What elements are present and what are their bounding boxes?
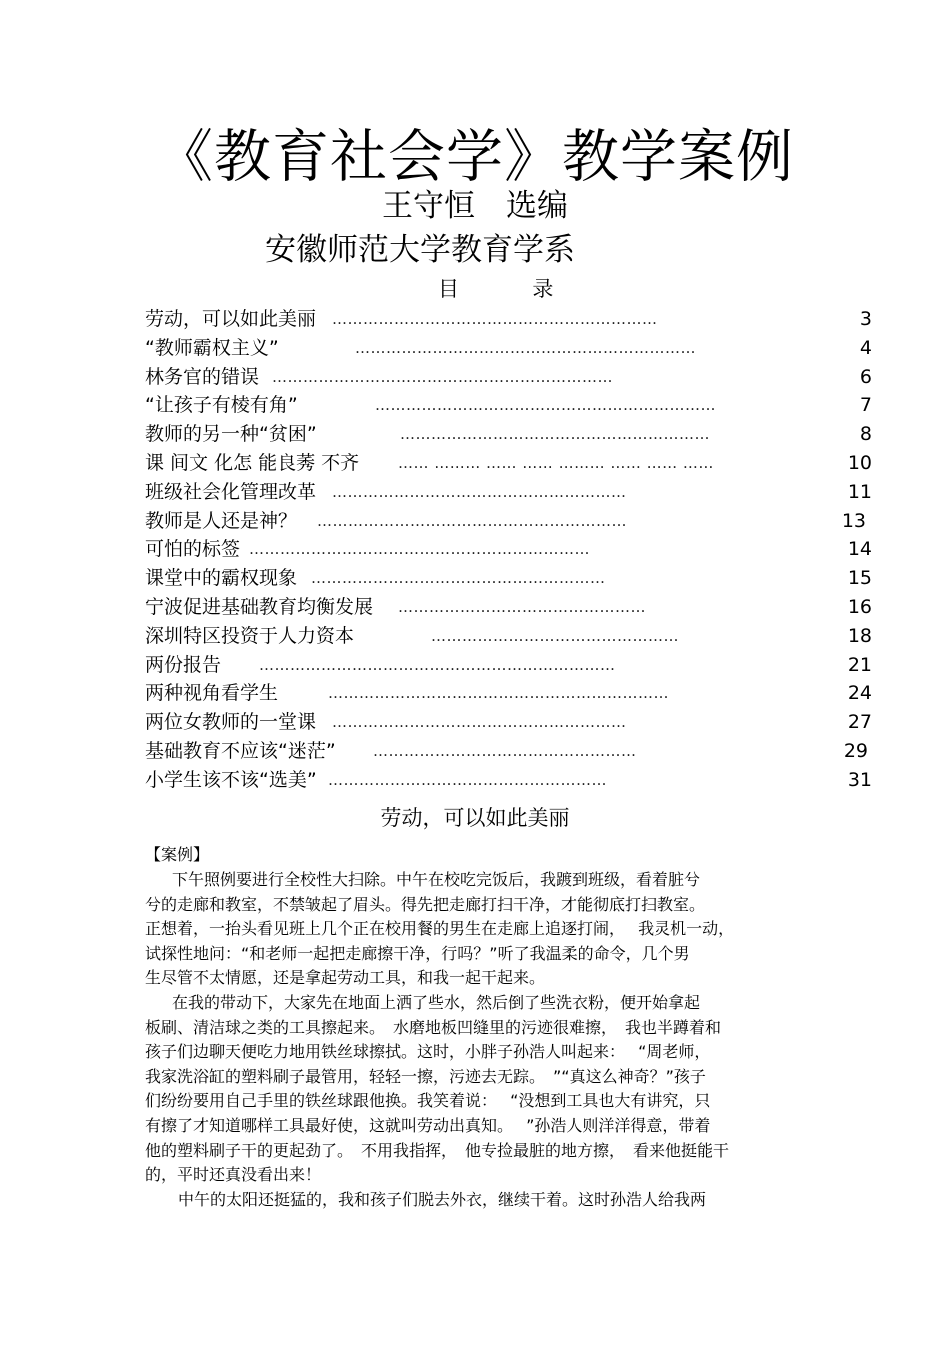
toc-entry-page: 13 [841,509,866,532]
case-label: 【案例】 [145,845,210,864]
body-text-line: 孩子们边聊天便吃力地用铁丝球擦拭。这时，小胖子孙浩人叫起来： “周老师， [145,1042,711,1062]
toc-entry[interactable] [0,449,950,477]
toc-entry-page: 14 [847,538,872,561]
body-text-line: 正想着，一抬头看见班上几个正在校用餐的男生在走廊上追逐打闹， 我灵机一动， [145,919,735,939]
toc-entry-title: “让孩子有棱有角” [145,394,298,417]
toc-entry[interactable] [0,535,950,563]
toc-entry-page: 10 [847,452,872,474]
toc-entry-page: 18 [847,624,872,647]
toc-entry-leader: ………………………………………… [398,598,646,616]
toc-heading-right: 录 [532,277,554,301]
toc-entry-title: 两份报告 [145,653,222,676]
toc-entry-leader: ………………………………………………… [311,569,606,588]
toc-entry-title: 可怕的标签 [145,538,241,561]
toc-entry-title: 教师是人还是神？ [145,509,298,532]
document-affiliation: 安徽师范大学教育学系 [265,232,575,268]
toc-entry-title: 小学生该不该“选美” [145,768,317,791]
toc-entry-title: 基础教育不应该“迷茫” [145,740,336,762]
toc-entry[interactable] [0,679,950,707]
toc-entry[interactable] [0,622,950,650]
toc-entry-title: 劳动，可以如此美丽 [145,308,317,330]
body-text-line: 有擦了才知道哪样工具最好使，这就叫劳动出真知。 ”孙浩人则洋洋得意，带着 [145,1116,711,1135]
toc-entry-title: 课 间文 化怎 能良莠 不齐 [145,452,360,474]
toc-entry-leader: ………………………………………… [431,626,679,645]
toc-entry[interactable] [0,507,950,535]
toc-entry-page: 7 [859,394,872,417]
toc-entry-page: 8 [859,423,872,446]
toc-entry-leader: ……………………………………………………… [332,310,658,328]
toc-entry-title: 两位女教师的一堂课 [145,711,317,734]
toc-entry-page: 27 [847,711,872,734]
toc-entry-leader: ………………………………………………………… [355,338,696,357]
body-text-line: 下午照例要进行全校性大扫除。中午在校吃完饭后，我踱到班级，看着脏兮 [172,870,701,889]
section-title: 劳动，可以如此美丽 [380,806,570,830]
toc-entry[interactable] [0,420,950,448]
toc-entry[interactable] [0,708,950,736]
toc-entry-page: 4 [859,336,872,359]
toc-entry-leader: …………………………………………………… [317,511,627,530]
toc-entry-leader: ……………………………………………… [328,770,607,789]
toc-entry[interactable] [0,305,950,333]
toc-entry-title: 课堂中的霸权现象 [145,567,298,590]
toc-entry-leader: ………………………………………………… [332,713,627,732]
toc-entry-leader: ………………………………………………………… [328,684,669,703]
toc-entry-title: 深圳特区投资于人力资本 [145,624,355,647]
toc-entry-title: 班级社会化管理改革 [145,480,317,503]
toc-entry[interactable] [0,737,950,765]
toc-heading [438,275,553,303]
toc-entry-title: 林务官的错误 [145,365,260,388]
toc-entry-title: 教师的另一种“贫困” [145,423,317,446]
body-text-line: 们纷纷要用自己手里的铁丝球跟他换。我笑着说： “没想到工具也大有讲究，只 [145,1091,711,1111]
toc-entry-page: 11 [847,480,872,503]
toc-entry-leader: ………………………………………………………… [249,540,590,559]
toc-entry-leader: …………………………………………………… [400,425,710,444]
toc-entry-page: 29 [843,740,868,762]
toc-entry[interactable] [0,651,950,679]
toc-entry[interactable] [0,334,950,362]
body-text-line: 他的塑料刷子干的更起劲了。 不用我指挥， 他专捡最脏的地方擦， 看来他挺能干 [145,1140,730,1160]
toc-entry[interactable] [0,564,950,592]
toc-entry[interactable] [0,391,950,419]
toc-entry-page: 16 [847,596,872,618]
body-text-line: 试探性地问：“和老师一起把走廊擦干净，行吗？”听了我温柔的命令，几个男 [145,943,690,963]
toc-entry[interactable] [0,363,950,391]
document-title: 《教育社会学》教学案例 [156,124,794,190]
toc-entry-title: 两种视角看学生 [145,682,279,705]
toc-entry-leader: …… ……… …… …… ……… …… …… …… [398,454,714,472]
body-text-line: 在我的带动下，大家先在地面上洒了些水，然后倒了些洗衣粉，便开始拿起 [172,993,701,1012]
toc-entry-leader: ………………………………………………………… [272,367,613,386]
body-text-line: 兮的走廊和教室，不禁皱起了眉头。得先把走廊打扫干净，才能彻底打扫教室。 [145,894,706,914]
body-text-line: 的，平时还真没看出来！ [145,1165,322,1185]
toc-heading-left: 目 [438,277,459,301]
toc-entry-leader: …………………………………………… [373,742,637,760]
body-text-line: 中午的太阳还挺猛的，我和孩子们脱去外衣，继续干着。这时孙浩人给我两 [178,1189,707,1209]
body-text-line: 板刷、清洁球之类的工具擦起来。 水磨地板凹缝里的污迹很难擦， 我也半蹲着和 [145,1017,722,1037]
document-editor: 王守恒 选编 [382,188,568,224]
toc-entry-title: “教师霸权主义” [145,336,279,359]
toc-entry-leader: ………………………………………………… [332,482,627,501]
toc-entry-leader: …………………………………………………………… [259,655,616,674]
toc-entry-page: 3 [859,308,872,330]
body-text-line: 我家洗浴缸的塑料刷子最管用，轻轻一擦，污迹去无踪。 ”“真这么神奇？”孩子 [145,1066,706,1086]
body-text-line: 生尽管不太情愿，还是拿起劳动工具，和我一起干起来。 [145,968,546,988]
toc-entry-leader: ………………………………………………………… [375,396,716,415]
toc-entry[interactable] [0,478,950,506]
toc-entry-page: 24 [847,682,872,705]
toc-entry[interactable] [0,593,950,621]
toc-entry-page: 6 [859,365,872,388]
toc-entry-page: 31 [847,768,872,791]
toc-entry-page: 21 [847,653,872,676]
toc-entry-page: 15 [847,567,872,590]
toc-entry-title: 宁波促进基础教育均衡发展 [145,596,374,618]
toc-entry[interactable] [0,766,950,794]
